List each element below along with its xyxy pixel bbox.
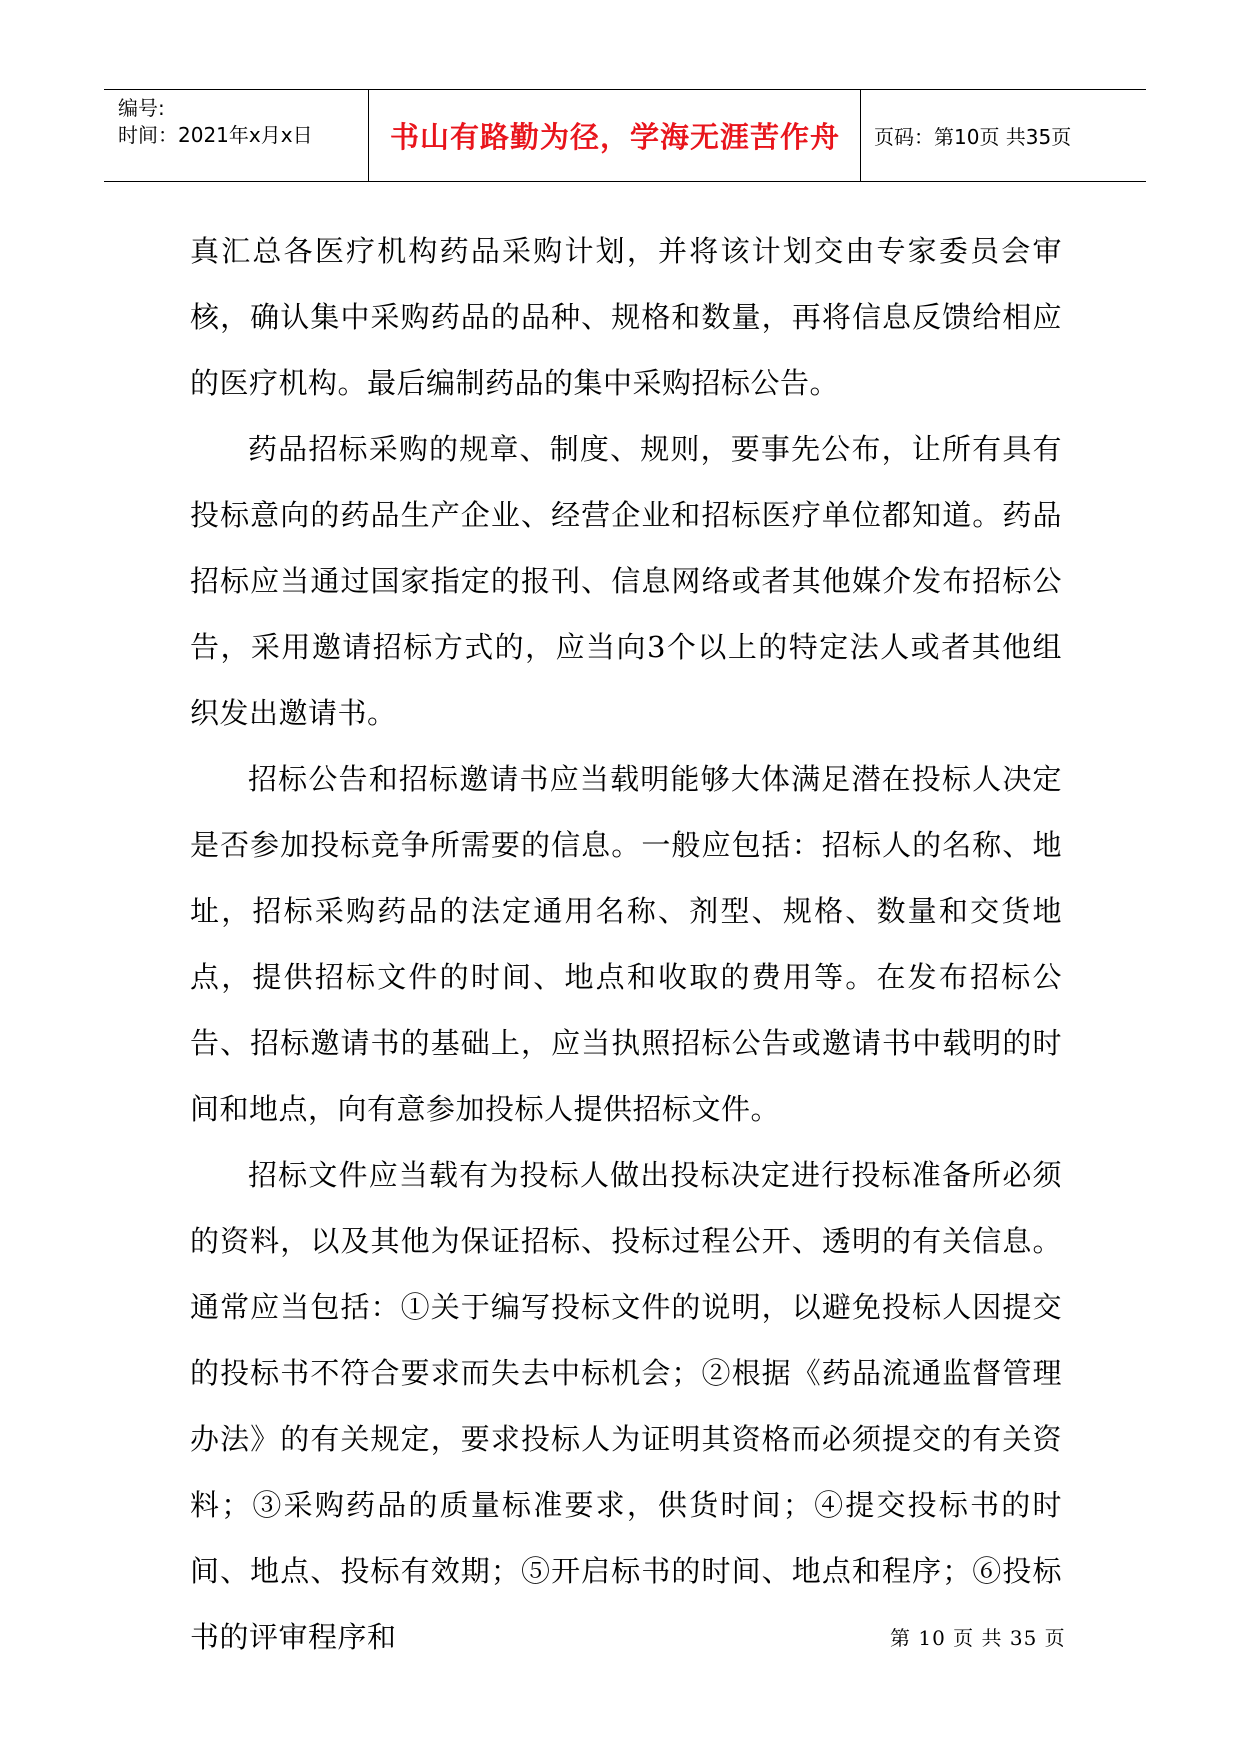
number-label: 编号: [118, 96, 165, 120]
header-divider-left [368, 90, 369, 181]
paragraph-1: 真汇总各医疗机构药品采购计划，并将该计划交由专家委员会审核，确认集中采购药品的品种、规格和数量，再将信息反馈给相应的医疗机构。最后编制药品的集中采购招标公告。 [190, 234, 1062, 400]
page-footer: 第 10 页 共 35 页 [890, 1626, 1066, 1650]
header-divider-right [860, 90, 861, 181]
paragraph-3: 招标公告和招标邀请书应当载明能够大体满足潜在投标人决定是否参加投标竞争所需要的信息。一般应包括：招标人的名称、地址，招标采购药品的法定通用名称、剂型、规格、数量和交货地点，提供招标文件的时间、地点和收取的费用等。在发布招标公告、招标邀请书的基础上，应当执照招标公告或邀请书中载明的时间和地点，向有意参加投标人提供招标文件。 [190, 762, 1062, 1126]
header-meta [118, 90, 368, 181]
paragraph-4: 招标文件应当载有为投标人做出投标决定进行投标准备所必须的资料，以及其他为保证招标、投标过程公开、透明的有关信息。通常应当包括：①关于编写投标文件的说明，以避免投标人因提交的投标书不符合要求而失去中标机会；②根据《药品流通监督管理办法》的有关规定，要求投标人为证明其资格而必须提交的有关资料；③采购药品的质量标准要求，供货时间；④提交投标书的时间、地点、投标有效期；⑤开启标书的时间、地点和程序；⑥投标书的评审程序和 [190, 1158, 1062, 1654]
document-body [190, 218, 1062, 1670]
page-header [104, 89, 1146, 182]
header-motto: 书山有路勤为径，学海无涯苦作舟 [389, 120, 840, 154]
time-label: 时间：2021年x月x日 [118, 123, 313, 147]
paragraph-2: 药品招标采购的规章、制度、规则，要事先公布，让所有具有投标意向的药品生产企业、经营企业和招标医疗单位都知道。药品招标应当通过国家指定的报刊、信息网络或者其他媒介发布招标公告，采用邀请招标方式的，应当向3个以上的特定法人或者其他组织发出邀请书。 [190, 432, 1062, 730]
header-page-info: 页码：第10页 共35页 [874, 125, 1072, 149]
